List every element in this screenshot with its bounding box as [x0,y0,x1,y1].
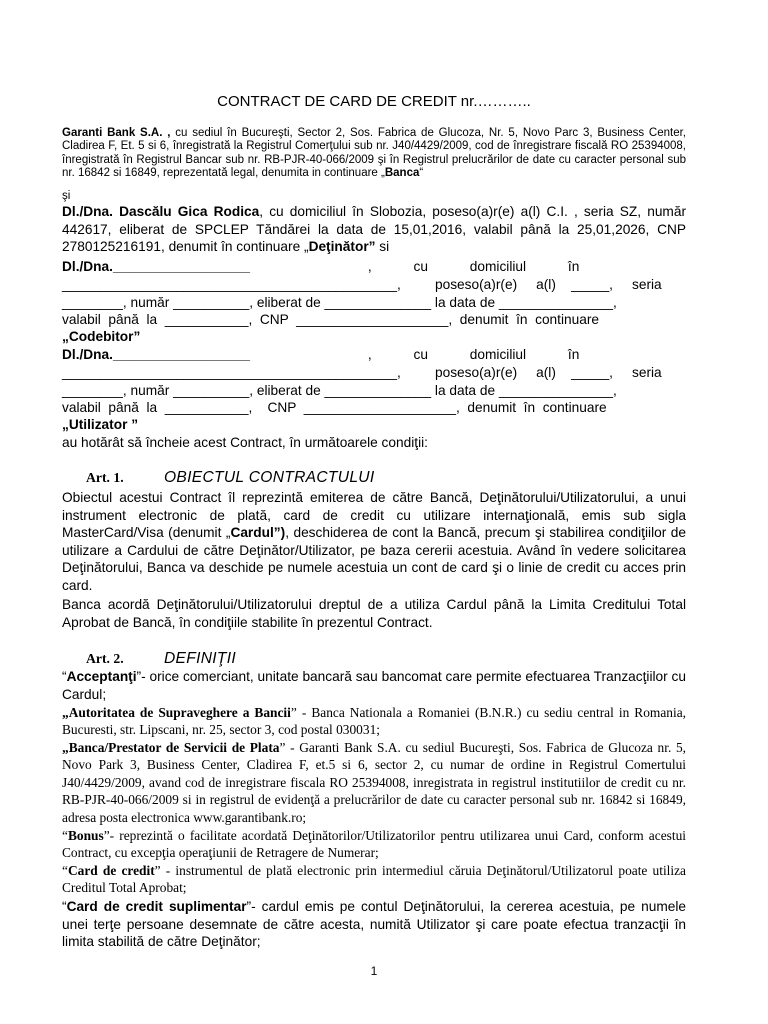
card-term: Cardul”) [230,525,286,541]
codebtor-line-3: ________, număr __________, eliberat de ______________ la data de _______________, [62,295,617,310]
definition-banca: „Banca/Prestator de Servicii de Plata” - Garanti Bank S.A. cu sediul Bucureşti, Sos. Fabrica de Glucoza nr. 5, Novo Park 3, Business Center, Cladirea F, et.5 si 6, sector 2, cu numar de ordine in Registrul Comertului J40/4429/2009, avand cod de inregistrare fiscala RO 25394008, inregistrata in registrul institutiilor de credit cu nr. RB-PJR-40-066/2009 si in registrul de evidenţă a prelucrărilor de date cu caracter personal sub nr. 16842 si 16849, adresa posta electronica www.garantibank.ro; [62,740,687,825]
document-title: CONTRACT DE CARD DE CREDIT nr.……….. [217,93,531,110]
bank-details: cu sediul în Bucureşti, Sector 2, Sos. Fabrica de Glucoza, Nr. 5, Novo Parc 3, Business Center, Cladirea F, Et. 5 si 6, înregistrată la Registrul Comerţului sub nr. J40/4429/2009, cod de înregistrare fiscală RO 25394008, înregistrată în Registrul Bancar sub nr. RB-PJR-40-066/2009 şi în Registrul prelucrărilor de date cu caracter personal sub nr. 16842 si 16849, reprezentată legal, denumita in continuare „ [62,127,687,179]
article-1-heading [86,469,375,487]
holder-paragraph [62,203,686,256]
codebtor-alias: „Codebitor” [62,329,141,344]
document-page [62,0,686,1024]
codebtor-label: Dl./Dna.__________________ [62,259,250,274]
article-2-title: DEFINIŢII [164,650,237,667]
bank-name: Garanti Bank S.A. , [62,127,171,139]
codebtor-line-4: valabil până la ___________, CNP ____________________, denumit în continuare [62,312,600,327]
holder-alias: Deţinător” [308,239,376,255]
user-alias: „Utilizator ” [62,417,139,432]
user-line-2: ____________________________________________, poseso(a)r(e) a(l) _____, seria [62,365,662,380]
holder-name: Dl./Dna. Dascălu Gica Rodica [62,204,260,219]
article-1-paragraph-1: Obiectul acestui Contract îl reprezintă emiterea de către Bancă, Deţinătorului/Utilizatorului, a unui instrument electronic de plată, card de credit cu utilizare internaţională, emis sub sigla MasterCard/Visa (denumit „Cardul”), deschiderea de cont la Bancă, precum şi stabilirea condiţiilor de utilizare a Cardului de către Deţinător/Utilizator, pe baza cererii acestuia. Având în vedere solicitarea Deţinătorului, Banca va deschide pe numele acestuia un cont de card şi o linie de credit cu acces prin card. [62,490,686,593]
codebtor-line-2: ____________________________________________, poseso(a)r(e) a(l) _____, seria [62,277,662,292]
user-line-3: ________, număr __________, eliberat de ______________ la data de _______________, [62,383,617,398]
codebtor-line-1: Dl./Dna.__________________ , cu domiciliul în [62,259,580,274]
agreement-sentence: au hotărât să încheie acest Contract, în următoarele condiţii: [62,435,428,450]
page-number: 1 [370,964,378,978]
bank-alias-end: “ [419,166,424,179]
definition-autoritatea: „Autoritatea de Supraveghere a Bancii” - Banca Nationala a Romaniei (B.N.R.) cu sediu central in Romania, Bucuresti, str. Lipscani, nr. 25, sector 3, cod postal 030031; [62,705,686,738]
definition-acceptanti: “Acceptanţi”- orice comerciant, unitate bancară sau bancomat care permite efectuarea Tranzacţiilor cu Cardul; [62,669,686,702]
bank-paragraph [62,127,686,180]
definition-card-credit: “Card de credit” - instrumentul de plată electronic prin intermediul căruia Deţinătorul/Utilizatorul poate utiliza Creditul Total Aprobat; [62,863,687,896]
bank-alias: Banca [384,166,420,179]
user-label: Dl./Dna.__________________ [62,347,250,362]
article-2-number: Art. 2. [86,651,124,666]
definition-card-suplimentar: “Card de credit suplimentar”- cardul emis pe contul Deţinătorului, la cererea acestuia, pe numele unei terţe persoane desemnate de către acesta, numită Utilizator şi care poate efectua tranzacţii în limita stabilită de către Deţinător; [62,899,687,950]
user-line-1: Dl./Dna.__________________ , cu domiciliul în [62,347,580,362]
user-line-4: valabil până la ___________, CNP ____________________, denumit în continuare [62,400,607,415]
definition-bonus: “Bonus”- reprezintă o facilitate acordată Deţinătorilor/Utilizatorilor pentru utilizarea unui Card, conform acestui Contract, cu excepţia operaţiunii de Retragere de Numerar; [62,828,686,861]
holder-alias-end: si [375,239,390,255]
article-2-heading [86,650,236,668]
article-1-number: Art. 1. [86,470,124,485]
article-1-title: OBIECTUL CONTRACTULUI [164,469,375,486]
holder-details: , cu domiciliul în Slobozia, poseso(a)r(e) a(l) C.I. , seria SZ, număr 442617, eliberat de SPCLEP Tăndărei la data de 15,01,2016, valabil până la 25,01,2026, CNP 2780125216191, denumit în continuare „ [62,204,687,255]
and-word: şi [62,190,71,202]
article-1-paragraph-2: Banca acordă Deţinătorului/Utilizatorului dreptul de a utiliza Cardul până la Limita Creditului Total Aprobat de Bancă, în condiţiile stabilite în prezentul Contract. [62,597,686,630]
